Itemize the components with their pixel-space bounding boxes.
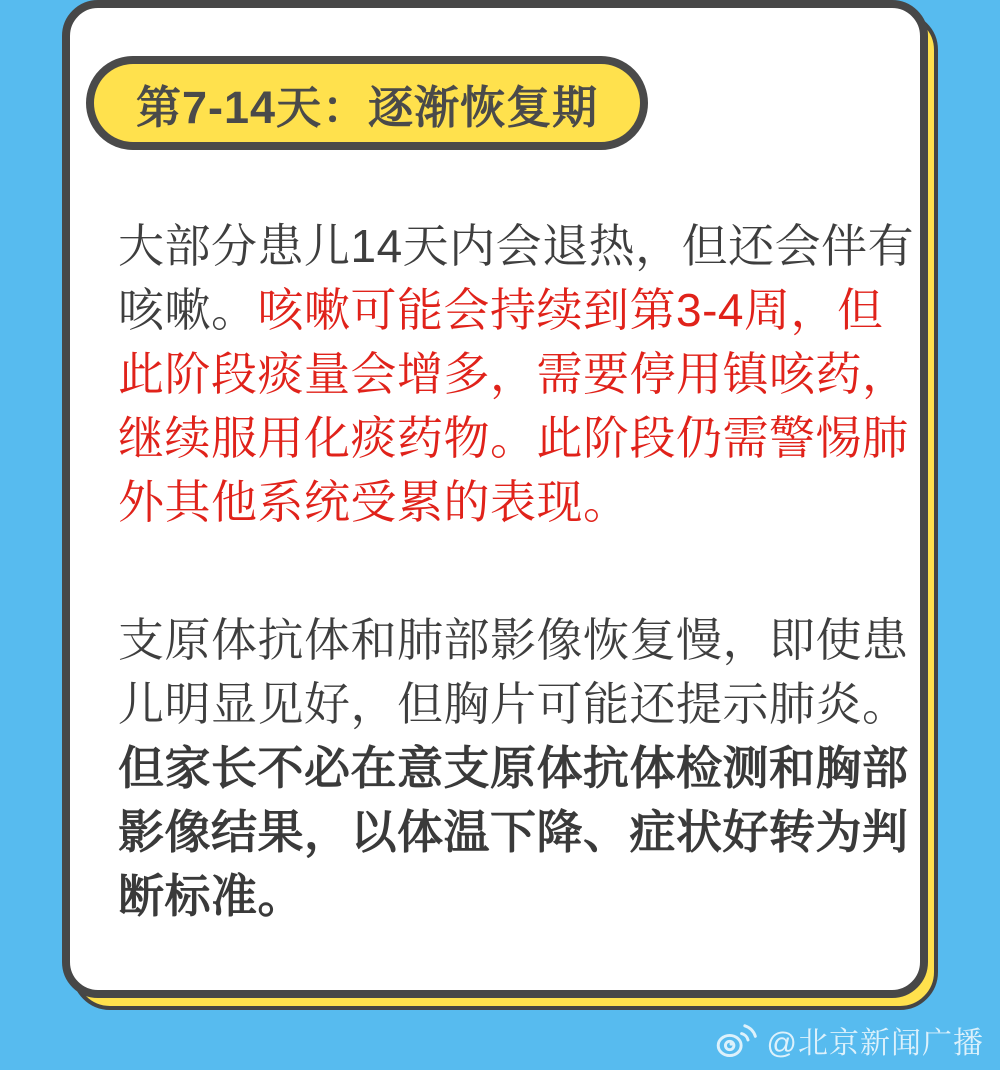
paragraph1-normal-text: 大部分患儿14天内会退热，但还会伴有咳嗽。 xyxy=(118,220,915,336)
watermark-text: @北京新闻广播 xyxy=(766,1027,984,1060)
section-title-badge xyxy=(86,56,648,150)
watermark xyxy=(715,1018,984,1062)
paragraph1-red-highlight-text: 咳嗽可能会持续到第3-4周，但此阶段痰量会增多，需要停用镇咳药，继续服用化痰药物。此阶段仍需警惕肺外其他系统受累的表现。 xyxy=(118,284,909,528)
paragraph2-normal-text: 支原体抗体和肺部影像恢复慢，即使患儿明显见好，但胸片可能还提示肺炎。 xyxy=(118,614,909,730)
paragraph-imaging-advice xyxy=(118,608,916,928)
paragraph-recovery-course xyxy=(118,214,916,534)
paragraph2-bold-text: 但家长不必在意支原体抗体检测和胸部影像结果，以体温下降、症状好转为判断标准。 xyxy=(118,742,909,922)
weibo-icon xyxy=(715,1020,759,1060)
content-card xyxy=(62,0,928,998)
section-title: 第7-14天：逐渐恢复期 xyxy=(136,81,599,133)
